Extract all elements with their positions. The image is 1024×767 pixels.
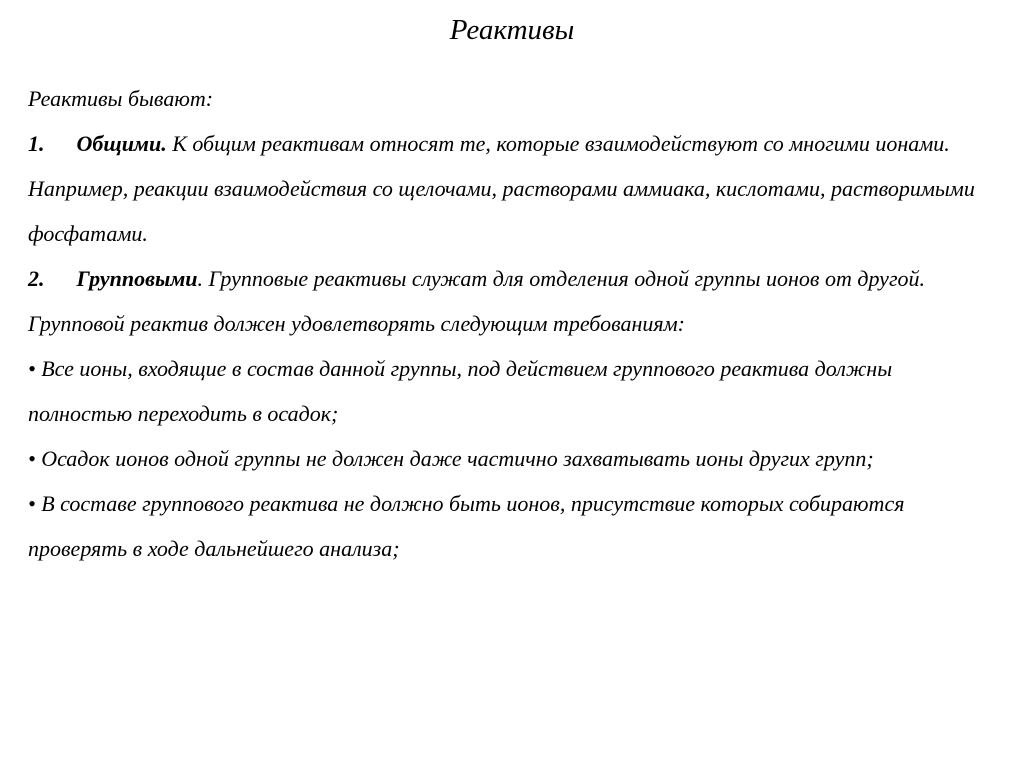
item-1-number: 1. xyxy=(28,131,45,156)
bullet-icon: • xyxy=(28,446,36,471)
item-1-term: Общими. xyxy=(76,131,167,156)
bullet-item-3 xyxy=(28,481,990,571)
numbered-item-1 xyxy=(28,121,990,256)
item-1-text: К общим реактивам относят те, которые взаимодействуют со многими ионами. Например, реакции взаимодействия со щелочами, растворами аммиака, кислотами, растворимыми фосфатами. xyxy=(28,131,975,246)
bullet-icon: • xyxy=(28,491,36,516)
item-2-term: Групповыми xyxy=(76,266,198,291)
bullet-2-text: Осадок ионов одной группы не должен даже частично захватывать ионы других групп; xyxy=(41,446,874,471)
slide-title: Реактивы xyxy=(449,14,575,46)
item-2-text: . Групповые реактивы служат для отделения одной группы ионов от другой. Групповой реактив должен удовлетворять следующим требованиям: xyxy=(28,266,926,336)
slide-body xyxy=(0,76,1024,571)
bullet-icon: • xyxy=(28,356,36,381)
bullet-3-text: В составе группового реактива не должно быть ионов, присутствие которых собираются проверять в ходе дальнейшего анализа; xyxy=(28,491,905,561)
bullet-item-1 xyxy=(28,346,990,436)
bullet-1-text: Все ионы, входящие в состав данной группы, под действием группового реактива должны полностью переходить в осадок; xyxy=(28,356,893,426)
bullet-item-2 xyxy=(28,436,990,481)
numbered-item-2 xyxy=(28,256,990,346)
intro-text: Реактивы бывают: xyxy=(28,86,214,111)
item-2-number: 2. xyxy=(28,266,45,291)
